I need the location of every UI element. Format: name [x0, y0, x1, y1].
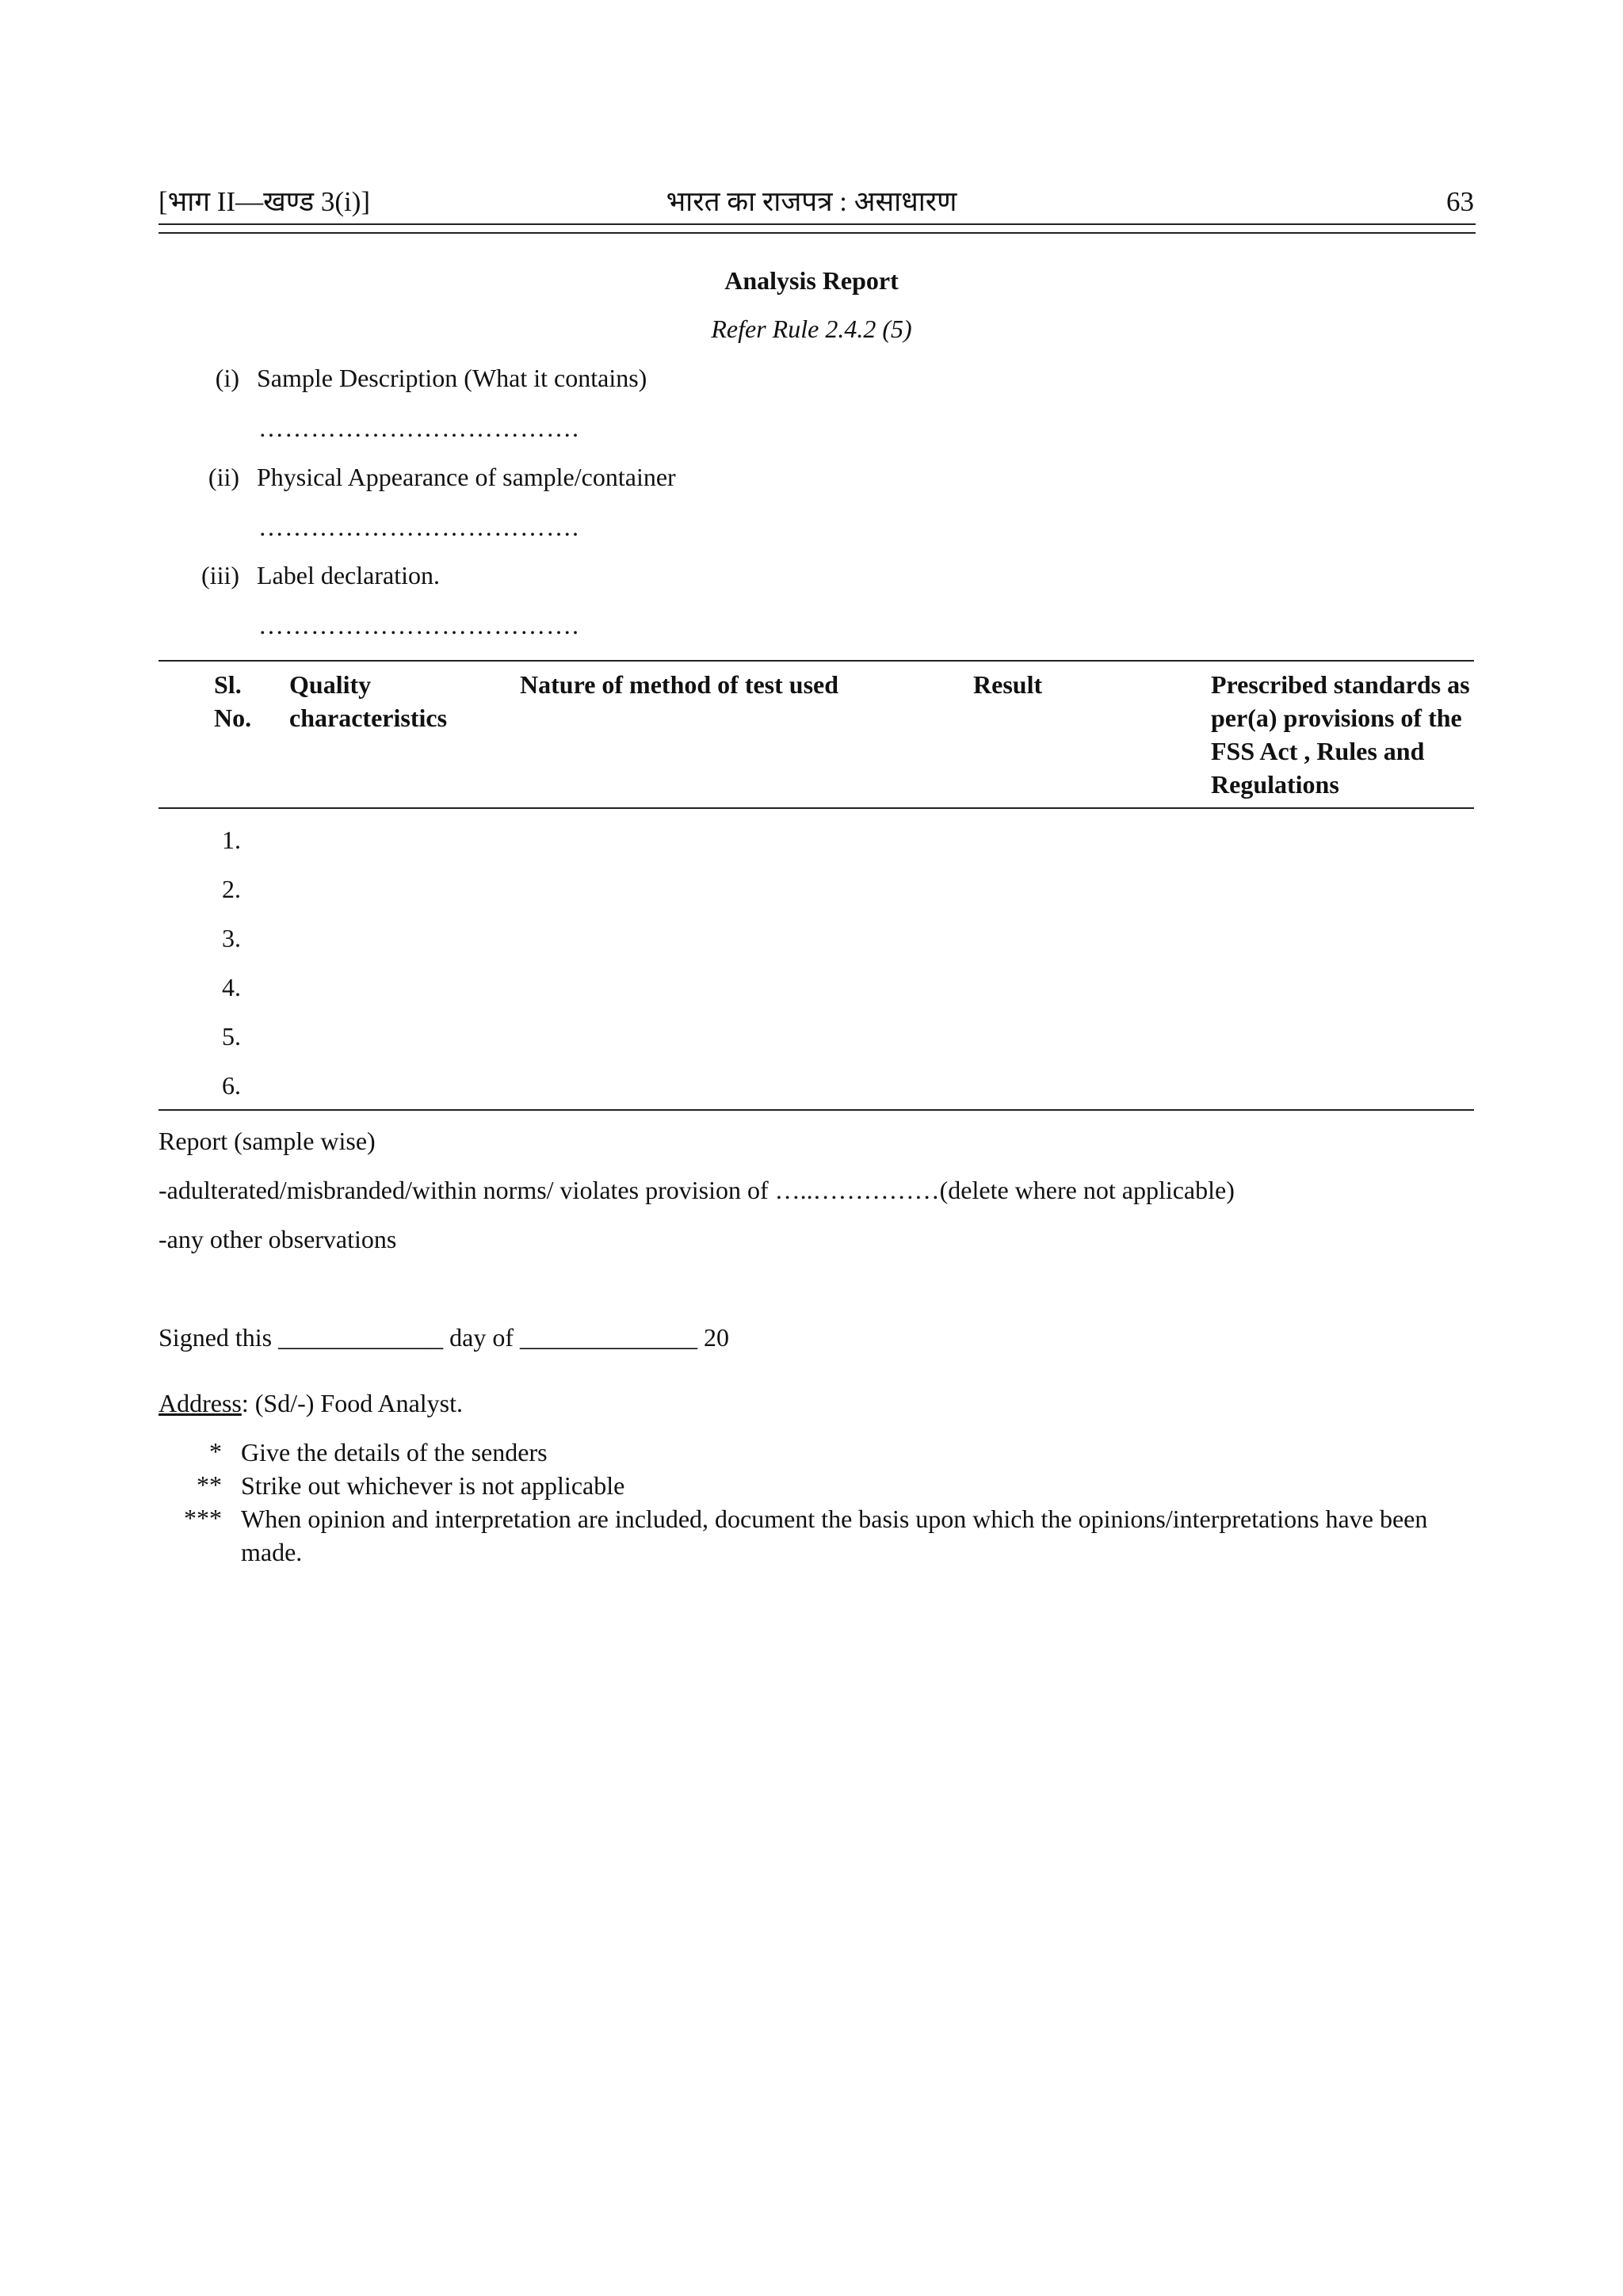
table-bottom-rule	[158, 1109, 1474, 1111]
fill-in-dots: ……………………………….	[258, 513, 579, 541]
table-row-number: 4.	[222, 973, 241, 1001]
signed-line	[158, 1322, 729, 1352]
header-rule-bottom	[158, 232, 1476, 234]
table-header-method: Nature of method of test used	[520, 670, 839, 699]
item-label: Label declaration.	[257, 561, 440, 589]
footnote-text: When opinion and interpretation are included, document the basis upon which the opinions/interpretations have been made.	[241, 1505, 1428, 1566]
gazette-title: भारत का राजपत्र : असाधारण	[666, 186, 957, 217]
signed-prefix: Signed this	[158, 1323, 273, 1352]
address-line	[158, 1388, 463, 1418]
signed-year: 20	[703, 1323, 729, 1352]
report-line-adulterated: -adulterated/misbranded/within norms/ violates provision of …..……………(delete where not applicable)	[158, 1176, 1235, 1204]
footnote-mark: *	[209, 1437, 222, 1466]
signed-month-blank: ______________	[519, 1323, 697, 1352]
item-number: (i)	[215, 364, 239, 392]
document-title: Analysis Report	[724, 266, 899, 295]
footnote-text: Strike out whichever is not applicable	[241, 1471, 625, 1500]
table-header-quality: Quality characteristics	[289, 670, 448, 732]
signed-day-of: day of	[449, 1323, 514, 1352]
table-row-number: 6.	[222, 1071, 241, 1100]
table-header-result: Result	[973, 670, 1043, 699]
page-number: 63	[1446, 186, 1474, 217]
address-value: : (Sd/-) Food Analyst.	[241, 1389, 463, 1417]
footnote-mark: **	[197, 1470, 222, 1499]
item-label: Sample Description (What it contains)	[257, 364, 647, 392]
item-number: (iii)	[201, 561, 239, 589]
table-header-standards: Prescribed standards as per(a) provisions of the FSS Act , Rules and Regulations	[1211, 670, 1470, 799]
fill-in-dots: ……………………………….	[258, 414, 579, 442]
item-number: (ii)	[208, 463, 239, 491]
report-line-observations: -any other observations	[158, 1225, 397, 1253]
header-rule-top	[158, 223, 1476, 225]
table-row-number: 1.	[222, 826, 241, 854]
table-top-rule	[158, 660, 1474, 662]
address-label: Address	[158, 1389, 242, 1417]
fill-in-dots: ……………………………….	[258, 611, 579, 639]
table-row-number: 3.	[222, 924, 241, 952]
document-subtitle: Refer Rule 2.4.2 (5)	[711, 315, 912, 343]
item-label: Physical Appearance of sample/container	[257, 463, 676, 491]
signed-day-blank: _____________	[278, 1323, 444, 1352]
table-row-number: 5.	[222, 1022, 241, 1051]
table-header-sl-no: Sl. No.	[214, 670, 252, 732]
table-row-number: 2.	[222, 875, 241, 903]
footnote-mark: ***	[184, 1504, 222, 1532]
report-heading: Report (sample wise)	[158, 1127, 376, 1155]
gazette-part-label: [भाग II—खण्ड 3(i)]	[158, 186, 371, 217]
table-header-rule	[158, 807, 1474, 809]
footnote-text: Give the details of the senders	[241, 1438, 548, 1466]
